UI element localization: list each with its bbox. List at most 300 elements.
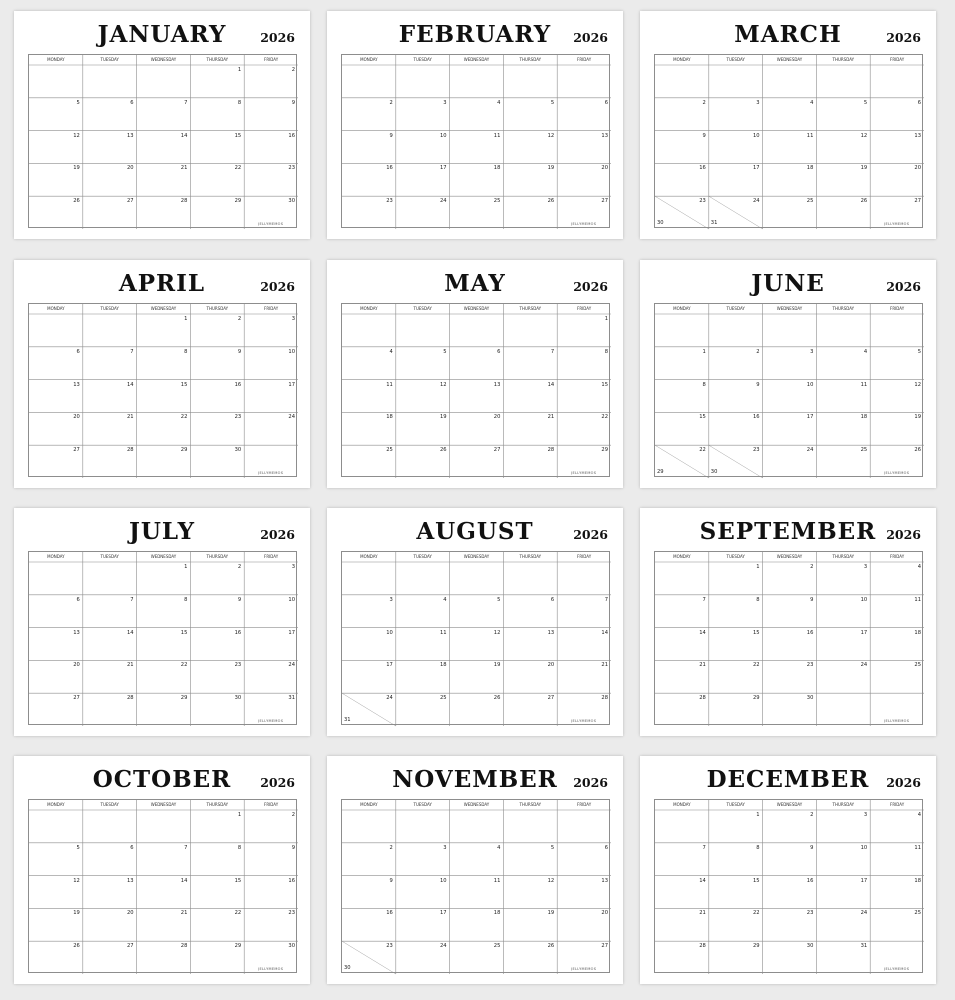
date-number: 28 bbox=[699, 695, 706, 702]
date-number: 3 bbox=[291, 564, 295, 570]
date-number: 26 bbox=[547, 943, 555, 950]
date-number: 2 bbox=[291, 812, 295, 818]
date-number: 4 bbox=[443, 596, 447, 603]
year-label: 2026 bbox=[573, 279, 608, 294]
date-number: 3 bbox=[863, 812, 868, 818]
date-number: 2 bbox=[389, 844, 393, 851]
date-number: 17 bbox=[386, 662, 393, 669]
date-number: 3 bbox=[756, 99, 760, 106]
date-number: 20 bbox=[73, 414, 80, 421]
month-title: MAY bbox=[444, 270, 506, 297]
date-number: 14 bbox=[699, 629, 706, 636]
date-number: 9 bbox=[237, 348, 242, 355]
date-number: 26 bbox=[493, 695, 501, 702]
date-number: 15 bbox=[180, 381, 188, 388]
date-number: 23 bbox=[234, 662, 242, 669]
date-number: 22 bbox=[752, 910, 760, 917]
date-number: 16 bbox=[806, 877, 814, 884]
month-sheet-october bbox=[14, 756, 310, 984]
month-grid bbox=[28, 303, 297, 477]
date-number: 17 bbox=[288, 381, 295, 388]
date-number: 31 bbox=[860, 943, 868, 950]
year-label: 2026 bbox=[886, 775, 921, 790]
date-number: 16 bbox=[288, 132, 295, 139]
date-number: 17 bbox=[860, 877, 868, 884]
month-title: OCTOBER bbox=[92, 766, 232, 793]
date-number: 13 bbox=[493, 381, 501, 388]
date-number: 1 bbox=[756, 564, 760, 570]
weekday-header: FRIDAY bbox=[577, 57, 592, 62]
weekday-header: FRIDAY bbox=[890, 306, 905, 311]
month-title: JUNE bbox=[751, 270, 825, 297]
date-number: 1 bbox=[756, 812, 760, 818]
year-label: 2026 bbox=[573, 775, 608, 790]
date-number: 25 bbox=[860, 447, 868, 454]
date-number: 15 bbox=[180, 629, 188, 636]
date-number: 30 bbox=[288, 943, 295, 950]
date-number: 20 bbox=[73, 662, 80, 669]
weekday-header: FRIDAY bbox=[577, 306, 592, 311]
date-number: 13 bbox=[601, 877, 608, 884]
date-number: 19 bbox=[493, 662, 501, 669]
weekday-header: THURSDAY bbox=[519, 306, 542, 311]
date-number: 20 bbox=[126, 165, 134, 172]
month-sheet-april bbox=[14, 260, 310, 488]
date-number: 18 bbox=[806, 165, 814, 172]
date-number: 12 bbox=[547, 877, 555, 884]
date-number: 19 bbox=[73, 165, 80, 172]
date-number: 24 bbox=[288, 662, 295, 669]
date-number: 12 bbox=[860, 132, 868, 139]
weekday-header: TUESDAY bbox=[413, 306, 432, 311]
date-number: 29 bbox=[752, 943, 760, 950]
weekday-header: TUESDAY bbox=[100, 802, 119, 807]
date-number: 10 bbox=[288, 348, 295, 355]
date-number: 16 bbox=[234, 381, 242, 388]
date-number: 23 bbox=[386, 198, 393, 205]
brand-mark: JELLYMEMOS bbox=[258, 222, 284, 226]
date-number: 9 bbox=[389, 877, 393, 884]
brand-mark: JELLYMEMOS bbox=[258, 719, 284, 723]
weekday-header: FRIDAY bbox=[577, 802, 592, 807]
brand-mark: JELLYMEMOS bbox=[884, 967, 910, 971]
weekday-header: MONDAY bbox=[360, 57, 378, 62]
date-number: 6 bbox=[130, 99, 134, 106]
date-number: 3 bbox=[443, 844, 447, 851]
date-number: 3 bbox=[291, 316, 295, 322]
date-number: 17 bbox=[439, 910, 447, 917]
date-number: 24 bbox=[439, 198, 447, 205]
weekday-header: TUESDAY bbox=[413, 57, 432, 62]
date-number: 11 bbox=[493, 877, 501, 884]
date-number: 31 bbox=[288, 695, 295, 702]
month-sheet-march bbox=[640, 11, 936, 239]
date-number: 14 bbox=[601, 629, 608, 636]
date-number: 6 bbox=[550, 596, 555, 603]
date-number: 18 bbox=[914, 629, 921, 636]
date-number: 6 bbox=[76, 596, 80, 603]
month-sheet-august bbox=[327, 508, 623, 736]
weekday-header: MONDAY bbox=[360, 306, 378, 311]
weekday-header: MONDAY bbox=[47, 554, 65, 559]
year-label: 2026 bbox=[573, 30, 608, 45]
date-number: 10 bbox=[386, 629, 393, 636]
date-number: 2 bbox=[810, 564, 814, 570]
weekday-header: WEDNESDAY bbox=[776, 306, 803, 311]
date-number: 17 bbox=[752, 165, 760, 172]
date-number: 24 bbox=[386, 695, 393, 702]
month-title: MARCH bbox=[734, 21, 842, 48]
brand-mark: JELLYMEMOS bbox=[884, 471, 910, 475]
date-number: 12 bbox=[914, 381, 921, 388]
month-title: JULY bbox=[128, 518, 196, 545]
date-number: 7 bbox=[184, 844, 188, 851]
date-number: 15 bbox=[234, 132, 242, 139]
weekday-header: MONDAY bbox=[47, 57, 65, 62]
year-label: 2026 bbox=[260, 30, 295, 45]
date-number: 28 bbox=[699, 943, 706, 950]
date-number: 25 bbox=[806, 198, 814, 205]
brand-mark: JELLYMEMOS bbox=[571, 967, 597, 971]
date-number: 8 bbox=[756, 596, 760, 603]
weekday-header: MONDAY bbox=[360, 554, 378, 559]
date-number: 23 bbox=[752, 447, 760, 454]
weekday-header: WEDNESDAY bbox=[776, 57, 803, 62]
date-number: 6 bbox=[130, 844, 134, 851]
date-number: 26 bbox=[860, 198, 868, 205]
weekday-header: THURSDAY bbox=[206, 802, 229, 807]
month-grid bbox=[341, 303, 610, 477]
date-number: 2 bbox=[237, 316, 242, 322]
weekday-header: TUESDAY bbox=[726, 802, 745, 807]
date-number: 22 bbox=[234, 165, 242, 172]
month-grid bbox=[28, 551, 297, 725]
month-sheet-november bbox=[327, 756, 623, 984]
date-number: 7 bbox=[184, 99, 188, 106]
date-number: 16 bbox=[288, 877, 295, 884]
date-number: 25 bbox=[493, 198, 501, 205]
date-number: 27 bbox=[126, 943, 134, 950]
weekday-header: THURSDAY bbox=[832, 802, 855, 807]
date-number: 16 bbox=[386, 910, 393, 917]
date-number: 29 bbox=[752, 695, 760, 702]
month-title: SEPTEMBER bbox=[699, 518, 877, 545]
date-number: 18 bbox=[860, 414, 868, 421]
month-grid bbox=[28, 799, 297, 973]
date-number: 13 bbox=[126, 132, 134, 139]
date-number: 15 bbox=[752, 877, 760, 884]
date-number: 11 bbox=[806, 132, 814, 139]
weekday-header: THURSDAY bbox=[519, 57, 542, 62]
month-title: AUGUST bbox=[416, 518, 534, 545]
brand-mark: JELLYMEMOS bbox=[258, 967, 284, 971]
date-number: 2 bbox=[237, 564, 242, 570]
date-number: 24 bbox=[860, 662, 868, 669]
date-number: 30 bbox=[234, 447, 242, 454]
date-number: 30 bbox=[806, 943, 814, 950]
date-number: 1 bbox=[184, 316, 188, 322]
brand-mark: JELLYMEMOS bbox=[258, 471, 284, 475]
weekday-header: THURSDAY bbox=[206, 306, 229, 311]
brand-mark: JELLYMEMOS bbox=[571, 222, 597, 226]
date-number: 18 bbox=[493, 165, 501, 172]
date-number: 13 bbox=[126, 877, 134, 884]
month-sheet-september bbox=[640, 508, 936, 736]
weekday-header: TUESDAY bbox=[726, 554, 745, 559]
date-number: 19 bbox=[73, 910, 80, 917]
date-number: 27 bbox=[914, 198, 921, 205]
date-number: 21 bbox=[601, 662, 608, 669]
date-number: 10 bbox=[439, 877, 447, 884]
date-number: 15 bbox=[234, 877, 242, 884]
date-number: 13 bbox=[601, 132, 608, 139]
weekday-header: WEDNESDAY bbox=[150, 57, 177, 62]
year-label: 2026 bbox=[260, 775, 295, 790]
date-number: 10 bbox=[288, 596, 295, 603]
date-number: 16 bbox=[234, 629, 242, 636]
date-number: 3 bbox=[810, 348, 814, 355]
year-label: 2026 bbox=[886, 30, 921, 45]
weekday-header: MONDAY bbox=[47, 306, 65, 311]
date-number: 25 bbox=[386, 447, 393, 454]
date-number: 28 bbox=[126, 447, 134, 454]
month-grid bbox=[654, 54, 923, 228]
date-number: 22 bbox=[234, 910, 242, 917]
weekday-header: TUESDAY bbox=[100, 57, 119, 62]
weekday-header: THURSDAY bbox=[206, 554, 229, 559]
date-number: 12 bbox=[439, 381, 447, 388]
date-number: 12 bbox=[547, 132, 555, 139]
month-grid bbox=[341, 799, 610, 973]
month-sheet-june bbox=[640, 260, 936, 488]
month-sheet-july bbox=[14, 508, 310, 736]
brand-mark: JELLYMEMOS bbox=[884, 719, 910, 723]
date-number: 8 bbox=[237, 844, 242, 851]
date-number: 7 bbox=[702, 844, 706, 851]
date-number: 10 bbox=[860, 596, 868, 603]
month-grid bbox=[28, 54, 297, 228]
date-number: 5 bbox=[497, 596, 501, 603]
date-number: 16 bbox=[386, 165, 393, 172]
date-number: 2 bbox=[702, 99, 706, 106]
date-number: 15 bbox=[752, 629, 760, 636]
date-number: 9 bbox=[291, 99, 295, 106]
date-number: 5 bbox=[76, 844, 80, 851]
weekday-header: MONDAY bbox=[673, 802, 691, 807]
weekday-header: FRIDAY bbox=[264, 554, 279, 559]
weekday-header: THURSDAY bbox=[519, 554, 542, 559]
date-number: 1 bbox=[237, 67, 242, 73]
date-number: 15 bbox=[699, 414, 706, 421]
date-number: 28 bbox=[180, 198, 188, 205]
date-number: 9 bbox=[810, 596, 814, 603]
date-number: 3 bbox=[443, 99, 447, 106]
date-number: 27 bbox=[493, 447, 501, 454]
date-number: 16 bbox=[806, 629, 814, 636]
date-number: 12 bbox=[73, 132, 80, 139]
date-number: 26 bbox=[547, 198, 555, 205]
date-number: 5 bbox=[550, 99, 555, 106]
date-number: 20 bbox=[547, 662, 555, 669]
weekday-header: THURSDAY bbox=[206, 57, 229, 62]
date-number: 8 bbox=[604, 348, 608, 355]
date-number: 28 bbox=[180, 943, 188, 950]
weekday-header: FRIDAY bbox=[264, 802, 279, 807]
date-number: 20 bbox=[493, 414, 501, 421]
date-number: 25 bbox=[439, 695, 447, 702]
date-number: 23 bbox=[234, 414, 242, 421]
weekday-header: FRIDAY bbox=[577, 554, 592, 559]
date-number: 27 bbox=[126, 198, 134, 205]
date-number: 23 bbox=[386, 943, 393, 950]
date-number: 4 bbox=[917, 564, 921, 570]
year-label: 2026 bbox=[260, 279, 295, 294]
date-number: 27 bbox=[73, 447, 80, 454]
date-number: 9 bbox=[291, 844, 295, 851]
date-number: 5 bbox=[76, 99, 80, 106]
date-number: 26 bbox=[914, 447, 921, 454]
year-label: 2026 bbox=[886, 527, 921, 542]
date-number: 9 bbox=[756, 381, 760, 388]
date-number: 28 bbox=[547, 447, 555, 454]
date-number: 4 bbox=[917, 812, 921, 818]
month-grid bbox=[654, 799, 923, 973]
date-number: 10 bbox=[860, 844, 868, 851]
split-date-number: 31 bbox=[344, 717, 351, 723]
date-number: 22 bbox=[180, 414, 188, 421]
date-number: 7 bbox=[702, 596, 706, 603]
date-number: 14 bbox=[180, 132, 188, 139]
month-sheet-february bbox=[327, 11, 623, 239]
date-number: 17 bbox=[288, 629, 295, 636]
date-number: 1 bbox=[702, 348, 706, 355]
date-number: 9 bbox=[237, 596, 242, 603]
month-sheet-may bbox=[327, 260, 623, 488]
date-number: 11 bbox=[860, 381, 868, 388]
date-number: 7 bbox=[130, 596, 134, 603]
date-number: 13 bbox=[73, 381, 80, 388]
date-number: 14 bbox=[126, 381, 134, 388]
date-number: 26 bbox=[73, 198, 80, 205]
month-title: NOVEMBER bbox=[392, 766, 558, 793]
date-number: 13 bbox=[547, 629, 555, 636]
split-date-number: 31 bbox=[710, 220, 718, 226]
date-number: 16 bbox=[699, 165, 706, 172]
date-number: 11 bbox=[386, 381, 393, 388]
date-number: 11 bbox=[914, 844, 921, 851]
date-number: 22 bbox=[752, 662, 760, 669]
weekday-header: FRIDAY bbox=[264, 57, 279, 62]
date-number: 9 bbox=[810, 844, 814, 851]
weekday-header: WEDNESDAY bbox=[463, 554, 490, 559]
date-number: 20 bbox=[601, 165, 608, 172]
weekday-header: TUESDAY bbox=[100, 554, 119, 559]
date-number: 4 bbox=[810, 99, 814, 106]
date-number: 18 bbox=[386, 414, 393, 421]
date-number: 1 bbox=[184, 564, 188, 570]
date-number: 23 bbox=[806, 662, 814, 669]
date-number: 22 bbox=[180, 662, 188, 669]
month-grid bbox=[341, 551, 610, 725]
month-title: DECEMBER bbox=[706, 766, 870, 793]
date-number: 27 bbox=[601, 943, 608, 950]
date-number: 4 bbox=[389, 348, 393, 355]
date-number: 8 bbox=[756, 844, 760, 851]
weekday-header: THURSDAY bbox=[519, 802, 542, 807]
date-number: 8 bbox=[702, 381, 706, 388]
date-number: 28 bbox=[601, 695, 608, 702]
date-number: 29 bbox=[234, 198, 242, 205]
date-number: 14 bbox=[699, 877, 706, 884]
date-number: 14 bbox=[126, 629, 134, 636]
date-number: 29 bbox=[234, 943, 242, 950]
date-number: 21 bbox=[547, 414, 555, 421]
date-number: 18 bbox=[914, 877, 921, 884]
date-number: 4 bbox=[497, 844, 501, 851]
year-label: 2026 bbox=[260, 527, 295, 542]
date-number: 18 bbox=[493, 910, 501, 917]
date-number: 30 bbox=[234, 695, 242, 702]
weekday-header: MONDAY bbox=[360, 802, 378, 807]
month-grid bbox=[654, 551, 923, 725]
date-number: 24 bbox=[288, 414, 295, 421]
split-date-number: 30 bbox=[344, 965, 351, 971]
date-number: 7 bbox=[550, 348, 555, 355]
date-number: 22 bbox=[601, 414, 608, 421]
date-number: 17 bbox=[806, 414, 814, 421]
date-number: 13 bbox=[73, 629, 80, 636]
brand-mark: JELLYMEMOS bbox=[571, 719, 597, 723]
weekday-header: TUESDAY bbox=[726, 57, 745, 62]
date-number: 5 bbox=[550, 844, 555, 851]
date-number: 27 bbox=[547, 695, 555, 702]
date-number: 19 bbox=[860, 165, 868, 172]
date-number: 19 bbox=[914, 414, 921, 421]
date-number: 21 bbox=[180, 165, 188, 172]
weekday-header: MONDAY bbox=[47, 802, 65, 807]
date-number: 26 bbox=[73, 943, 80, 950]
date-number: 8 bbox=[184, 348, 188, 355]
date-number: 27 bbox=[601, 198, 608, 205]
date-number: 11 bbox=[439, 629, 447, 636]
date-number: 12 bbox=[493, 629, 501, 636]
date-number: 21 bbox=[126, 662, 134, 669]
date-number: 17 bbox=[439, 165, 447, 172]
date-number: 11 bbox=[493, 132, 501, 139]
date-number: 7 bbox=[130, 348, 134, 355]
date-number: 13 bbox=[914, 132, 921, 139]
date-number: 19 bbox=[439, 414, 447, 421]
date-number: 5 bbox=[917, 348, 921, 355]
weekday-header: TUESDAY bbox=[726, 306, 745, 311]
month-title: JANUARY bbox=[97, 21, 227, 48]
date-number: 15 bbox=[601, 381, 608, 388]
date-number: 6 bbox=[497, 348, 501, 355]
split-date-number: 30 bbox=[710, 469, 718, 475]
date-number: 9 bbox=[702, 132, 706, 139]
date-number: 23 bbox=[806, 910, 814, 917]
date-number: 24 bbox=[752, 198, 760, 205]
year-label: 2026 bbox=[573, 527, 608, 542]
date-number: 5 bbox=[863, 99, 868, 106]
date-number: 21 bbox=[126, 414, 134, 421]
date-number: 10 bbox=[439, 132, 447, 139]
weekday-header: TUESDAY bbox=[413, 554, 432, 559]
weekday-header: TUESDAY bbox=[100, 306, 119, 311]
date-number: 14 bbox=[547, 381, 555, 388]
year-label: 2026 bbox=[886, 279, 921, 294]
date-number: 22 bbox=[699, 447, 706, 454]
